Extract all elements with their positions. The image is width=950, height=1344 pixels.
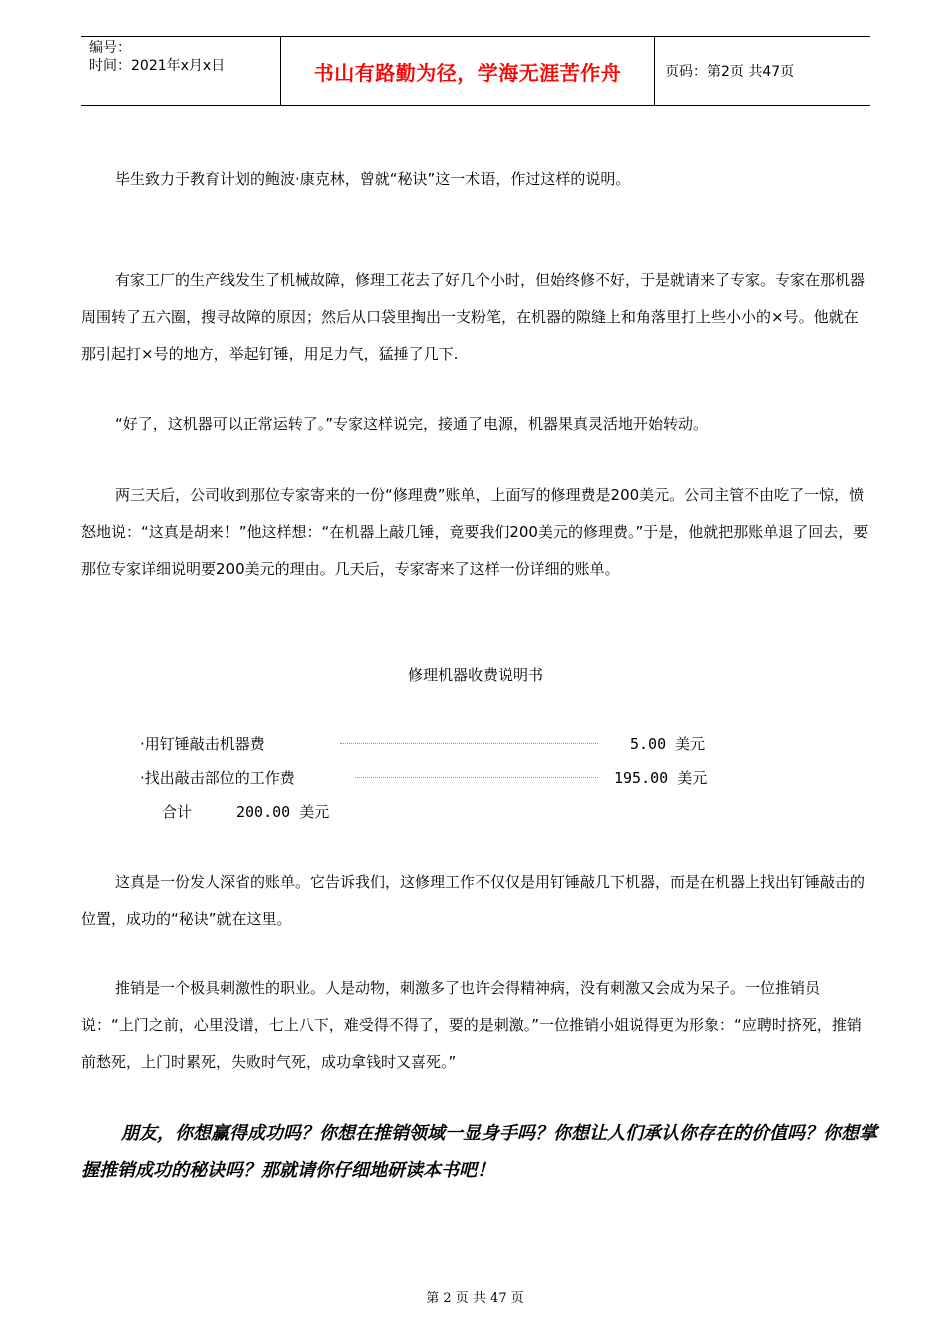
page-code: 页码：第2页 共47页 <box>665 64 795 80</box>
page-footer: 第 2 页 共 47 页 <box>426 1291 524 1306</box>
header-meta-cell <box>81 37 281 105</box>
paragraph-sales: 推销是一个极具刺激性的职业。人是动物，刺激多了也许会得精神病，没有刺激又会成为呆子。一位推销员说：“上门之前，心里没谱，七上八下，难受得不得了，要的是刺激。”一位推销小姐说得更为形象：“应聘时挤死，推销前愁死，上门时累死，失败时气死，成功拿钱时又喜死。” <box>81 979 862 1071</box>
paragraph-story: 有家工厂的生产线发生了机械故障，修理工花去了好几个小时，但始终修不好，于是就请来了专家。专家在那机器周围转了五六圈，搜寻故障的原因；然后从口袋里掏出一支粉笔，在机器的隙缝上和角落里打上些小小的×号。他就在那引起打×号的地方，举起钉锤，用足力气，猛捶了几下. <box>81 271 866 363</box>
header-page-cell <box>655 37 870 105</box>
date-line: 时间：2021年x月x日 <box>89 58 226 74</box>
paragraph-reflection: 这真是一份发人深省的账单。它告诉我们，这修理工作不仅仅是用钉锤敲几下机器，而是在机器上找出钉锤敲击的位置，成功的“秘诀”就在这里。 <box>81 873 866 928</box>
bill-leader-dots <box>355 777 598 778</box>
serial-label: 编号： <box>89 40 131 56</box>
paragraph-intro: 毕生致力于教育计划的鲍波·康克林，曾就“秘诀”这一术语，作过这样的说明。 <box>115 170 631 188</box>
bill-item-label: ·找出敲击部位的工作费 <box>140 769 295 787</box>
bill-item-amount: 195.00 美元 <box>614 769 708 787</box>
paragraph-bill-story: 两三天后，公司收到那位专家寄来的一份“修理费”账单，上面写的修理费是200美元。公司主管不由吃了一惊，愤怒地说：“这真是胡来！”他这样想：“在机器上敲几锤，竟要我们200美元的修理费。”于是，他就把那账单退了回去，要那位专家详细说明要200美元的理由。几天后，专家寄来了这样一份详细的账单。 <box>81 486 869 578</box>
bill-total-amount: 200.00 美元 <box>236 803 330 821</box>
bill-total-label: 合计 <box>162 803 193 821</box>
header-motto-cell <box>281 37 655 105</box>
page-header <box>81 36 870 106</box>
bill-leader-dots <box>340 743 598 744</box>
bill-item-label: ·用钉锤敲击机器费 <box>140 735 265 753</box>
paragraph-quote: “好了，这机器可以正常运转了。”专家这样说完，接通了电源，机器果真灵活地开始转动。 <box>115 415 709 433</box>
motto-text: 书山有路勤为径，学海无涯苦作舟 <box>313 60 622 85</box>
bill-title: 修理机器收费说明书 <box>407 666 543 684</box>
closing-exhortation: 朋友，你想赢得成功吗？你想在推销领域一显身手吗？你想让人们承认你存在的价值吗？你想掌握推销成功的秘诀吗？那就请你仔细地研读本书吧！ <box>81 1123 877 1181</box>
bill-item-amount: 5.00 美元 <box>630 735 706 753</box>
